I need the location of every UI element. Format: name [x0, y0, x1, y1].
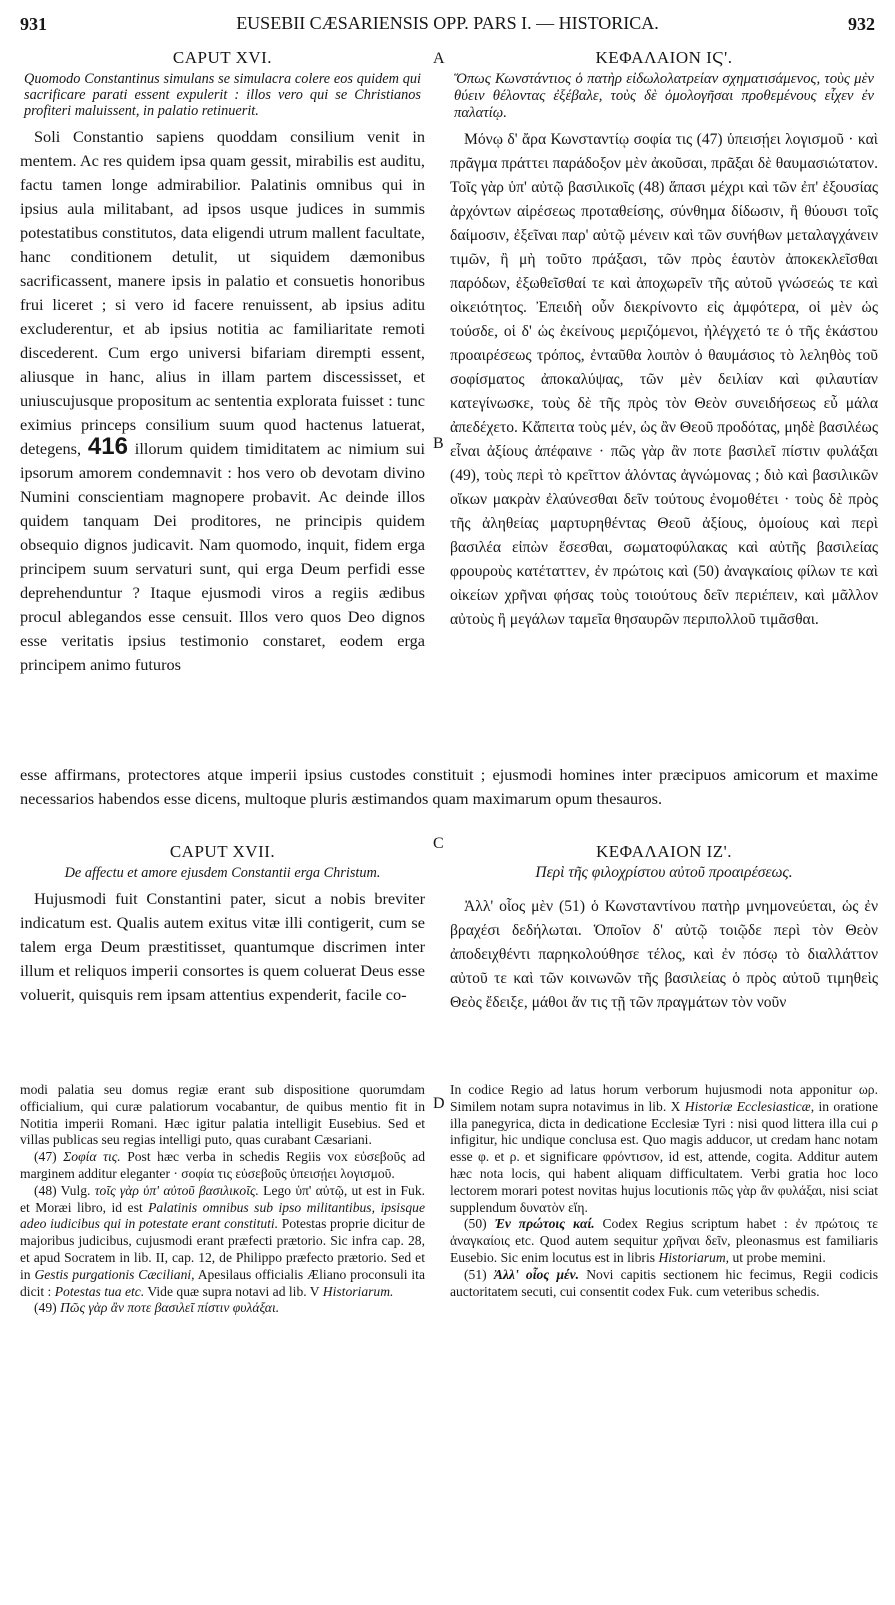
note-47-number: (47) [34, 1149, 57, 1165]
margin-marker-a: A [433, 50, 445, 67]
note-intro-right-b: in oratione illa panegyrica, dicta in dedicatione Ecclesiæ Tyri : nisi quod littera illa cui ρ infigitur, hic undique conclusa est. Quo magis adducor, ut credam hanc notam esse φ. et ρ. et significare φρόντισον, id est, attende, cogita. Additur autem hæc nota locis, qui habent aliquam difficultatem. Verbi gratia hoc loco lectorem morari potest novitas hujus locutionis πῶς γὰρ ἂν φυλάξαι, nisi sciat supplendum δυνατὸν εἴη. [450, 1098, 878, 1215]
note-50-lemma: Ἐν πρώτοις καί. [494, 1216, 595, 1232]
note-48-italic-4: Historiarum. [322, 1283, 394, 1299]
note-intro-left: modi palatia seu domus regiæ erant sub dispositione quorumdam officialium, qui curæ palatiorum vocabantur, de quibus mentio fit in Notitia imperii Romani. Hæc igitur palatia intelligit Eusebius. Sed et villas publicas seu regias intelligi puto, quas curabant Cæsariani. [20, 1082, 425, 1148]
note-48-italic-3: Potestas tua etc. [54, 1283, 145, 1299]
note-50 [450, 1216, 878, 1266]
note-47-text: Post hæc verba in schedis Regiis vox εὐσεβοῦς ad marginem additur eleganter · σοφία τις εὐσεβοῦς ὑπεισῄει λογισμοῦ. [20, 1149, 425, 1181]
footnotes-right [450, 1082, 878, 1587]
note-47 [20, 1149, 425, 1183]
latin-chapter-summary-17: De affectu et amore ejusdem Constantii erga Christum. [64, 865, 381, 881]
note-48-number: (48) [34, 1182, 57, 1198]
note-50-number: (50) [464, 1216, 487, 1232]
note-50-text: Codex Regius scriptum habet : ἐν πρώτοις τε ἀναγκαίοις etc. Quod autem sequitur χρῆναι δεῖν, pleonasmus est familiaris Eusebio. Sic enim locutus est in libris [450, 1216, 878, 1265]
note-48-lemma: τοῖς γὰρ ὑπ' αὐτοῦ βασιλικοῖς. [94, 1182, 259, 1198]
note-48-text-a: Vulg. [60, 1182, 91, 1198]
greek-chapter-summary: Ὅπως Κωνστάντιος ὁ πατὴρ εἰδωλολατρείαν σχηματισάμενος, τοὺς μὲν θύειν θέλοντας ἐξέβαλε, τοὺς δὲ ὁμολογῆσαι προθεμένους εἶχεν ἐν παλατίῳ. [454, 71, 874, 121]
note-51-number: (51) [464, 1266, 487, 1282]
greek-text-17: Ἀλλ' οἷος μὲν (51) ὁ Κωνσταντίνου πατὴρ μνημονεύεται, ὡς ἐν βραχέσι δεδήλωται. Ὁποῖον δ' αὐτῷ τοιῷδε περὶ τὸν Θεὸν ἀποδειχθέντι παρηκολούθησε τέλος, καὶ ἐν πόσῳ τὸ διαλλάττον αὐτοῦ τε καὶ τῶν κοινωνῶν τῆς βασιλείας ὁ πρὸς αὐτοῦ τιμηθεὶς Θεὸς ἔδειξε, μάθοι ἄν τις τῇ τῶν πραγμάτων τὸν νοῦν [450, 898, 878, 1011]
greek-column-cap16 [450, 48, 878, 752]
greek-text-part-b: τε ὁ τῆς ἑκάστου προαιρέσεως τρόπος, ἐνταῦθα λοιπὸν ὁ θαυμάσιος τὸ λεληθὸς τοῦ σοφίσματος ἀποκαλύψας, τῶν μὲν δειλίαν καὶ φιλαυτίαν κατεγίνωσκε, τοὺς δὲ τῆς πρὸς τὸν Θεὸν συνειδήσεως εὖ μάλα ἀπεδέχετο. Κἄπειτα τοὺς μέν, ὡς ἂν Θεοῦ προδότας, μηδὲ βασιλέως εἶναι ἀξίους ἀπέφαινε · πῶς γὰρ ἂν ποτε βασιλεῖ πίστιν φυλάξαι (49), τοὺς περὶ τὸ κρεῖττον ἁλόντας ἀγνώμονας ; διὸ καὶ βασιλικῶν οἴκων μακρὰν ἐλαύνεσθαι δεῖν τούτους ἐνομοθέτει · τοὺς δὲ πρὸς τῆς ἀληθείας μαρτυρηθέντας Θεοῦ ἀξίους, ὁμοίους καὶ περὶ βασιλέα εἰπὼν ἔσεσθαι, σωματοφύλακας καὶ αὐτῆς βασιλείας φρουροὺς κατέταττεν, ἐν πρώτοις καὶ (50) ἀναγκαίοις φίλων τε καὶ οἰκείων χρῆναι φήσας τοὺς τοιούτους δεῖν περιέπειν, καὶ μᾶλλον αὐτοὺς ἢ μεγάλων ταμεῖα θησαυρῶν περιπολλοῦ τιμᾶσθαι. [450, 323, 878, 628]
margin-marker-c: C [433, 835, 444, 852]
latin-paragraph-17 [20, 887, 425, 1007]
note-50-text-b: ut probe memini. [732, 1249, 826, 1265]
edition-page-number: 416 [87, 433, 128, 460]
note-48-text-e: Vide quæ supra notavi ad lib. V [147, 1283, 320, 1299]
greek-chapter-summary-17: Περὶ τῆς φιλοχρίστου αὐτοῦ προαιρέσεως. [535, 864, 793, 881]
margin-marker-d: D [433, 1095, 445, 1112]
latin-text-part-a: Soli Constantio sapiens quoddam consilium venit in mentem. Ac res quidem ipsa quam gessit, mirabilis est auditu, factu tamen longe admirabilior. Palatinis omnibus qui in ipsius aula militabant, ad ipsos usque judices in summis potestatibus constitutos, data eligendi utrum mallent facultate, hanc conditionem detulit, ut siquidem dæmonibus sacrificassent, manere ipsis in palatio et consuetis honoribus frui liceret ; si vero id facere renuissent, ab ipsius aditu excluderentur, et ab ipsius notitia ac familiaritate remoti discederent. Cum ergo universi bifariam dirempti essent, aliusque in hanc, alius in illam partem discessisset, et uniuscujusque propositum ac sententia explorata fuisset : tunc eximius princeps consilium suum quod hactenus latuerat, detegens, [20, 127, 425, 458]
note-48-text-d: Apesilaus officialis Æliano proconsuli ita dicit : [20, 1266, 425, 1299]
note-51-text: Novi capitis sectionem hic fecimus, Regii codicis auctoritatem secuti, cui consentit codex Fuk. cum veteribus schedis. [450, 1266, 878, 1299]
latin-continuation: esse affirmans, protectores atque imperii ipsius custodes constituit ; ejusmodi homines inter præcipuos amicorum et maxime necessarios habendos esse dicens, multoque pluris æstimandos quam maximarum opum thesauros. [20, 765, 878, 808]
note-49 [20, 1300, 425, 1317]
greek-column-cap17 [450, 842, 878, 1074]
latin-chapter-title-17: CAPUT XVII. [169, 842, 276, 861]
running-title: EUSEBII CÆSARIENSIS OPP. PARS I. — HISTORICA. [236, 13, 659, 33]
latin-paragraph [20, 125, 425, 677]
note-48-text-b: Lego ὑπ' αὐτῷ, ut est in Fuk. et Moræi libro, id est [20, 1182, 425, 1215]
note-48-italic: Palatinis omnibus sub ipso militantibus, ipsisque adeo iudicibus qui in potestate erant constituti. [20, 1199, 425, 1232]
latin-column-cap17 [20, 842, 425, 1074]
latin-text-17: Hujusmodi fuit Constantini pater, sicut a nobis breviter indicatum est. Qualis autem exitus vitæ illi contigerit, cum se talem erga Deum præstitisset, quantumque discrimen inter illum et reliquos imperii consortes is quem coluerat Deus esse voluerit, quisquis rem ipsam attentius expenderit, facile co- [20, 889, 425, 1004]
note-intro-right-italic: Historiæ Ecclesiasticæ, [684, 1098, 815, 1114]
page-number-right: 932 [848, 14, 875, 34]
margin-marker-b: B [433, 435, 444, 452]
note-49-lemma: Πῶς γὰρ ἂν ποτε βασιλεῖ πίστιν φυλάξαι. [60, 1300, 280, 1316]
latin-chapter-summary: Quomodo Constantinus simulans se simulacra colere eos quidem qui sacrificare parati essent expulerit : illos vero qui se Christianos profiteri maluissent, in palatio retinuerit. [24, 71, 421, 119]
note-50-italic: Historiarum, [658, 1249, 730, 1265]
note-47-lemma: Σοφία τις. [63, 1149, 121, 1165]
note-51-lemma: Ἀλλ' οἷος μέν. [493, 1266, 580, 1282]
note-51 [450, 1267, 878, 1301]
footnotes-left [20, 1082, 425, 1587]
greek-chapter-title: ΚΕΦΑΛΑΙΟΝ ΙϚ'. [595, 48, 733, 67]
latin-text-part-b: illorum quidem timiditatem ac nimium sui ipsorum amorem condemnavit : hos vero ob devotam divino Numini conscientiam magnopere probavit. Ac deinde illos quidem tanquam Dei proditores, ne principis quidem obsequio dignos judicavit. Nam quomodo, inquit, fidem erga principem suum servaturi sunt, qui erga Deum perfidi esse deprehenduntur ? Itaque ejusmodi viros a regiis ædibus procul ablegandos esse censuit. Illos vero quos Deo dignos esse veritatis ipsius testimonio constaret, eodem erga principem animo futuros [20, 439, 425, 674]
latin-column-cap16 [20, 48, 425, 752]
note-intro-right [450, 1082, 878, 1216]
note-49-number: (49) [34, 1300, 57, 1316]
greek-paragraph [450, 128, 878, 632]
greek-chapter-title-17: ΚΕΦΑΛΑΙΟΝ ΙΖ'. [596, 842, 732, 861]
greek-text-part-a: Μόνῳ δ' ἄρα Κωνσταντίῳ σοφία τις (47) ὑπεισῄει λογισμοῦ · καὶ πρᾶγμα πράττει παράδοξον μὲν ἀκοῦσαι, πρᾶξαι δὲ θαυμασιώτατον. Τοῖς γὰρ ὑπ' αὐτῷ βασιλικοῖς (48) ἅπασι μέχρι καὶ τῶν ἐπ' ἐξουσίας ἀρχόντων αἱρέσεως προταθείσης, σύνθημα δίδωσιν, ἢ θύουσι τοῖς δαίμοσιν, ἐξεῖναι παρ' αὐτῷ μένειν καὶ τῶν συνήθων μεταλαγχάνειν τιμῶν, ἢ μὴ τοῦτο πράξασι, τῶν πρὸς ἑαυτὸν ἀποκεκλεῖσθαι παρόδων, ἐξωθεῖσθαί τε καὶ ἀποχωρεῖν τῆς αὐτοῦ γνώσεώς τε καὶ οἰκειότητος. Ἐπειδὴ οὖν διεκρίνοντο εἰς ἀμφότερα, οἱ μὲν ὡς τούσδε, οἱ δ' ὡς ἐκείνους μεριζόμενοι, ἠλέγχετό [450, 131, 878, 340]
page-number-left: 931 [20, 14, 47, 34]
note-48 [20, 1183, 425, 1301]
latin-chapter-title: CAPUT XVI. [172, 48, 273, 67]
greek-paragraph-17 [450, 895, 878, 1015]
note-48-italic-2: Gestis purgationis Cæciliani, [34, 1266, 195, 1282]
note-48-text-c: Potestas proprie dicitur de majoribus judicibus, cujusmodi erant præfecti prætorio. Sic infra cap. 28, et apud Socratem in lib. II, cap. 12, de Philippo præfecto prætorio. Sed et in [20, 1216, 425, 1282]
note-intro-right-a: In codice Regio ad latus horum verborum hujusmodi nota apponitur ωρ. Similem notam supra notavimus in lib. X [450, 1082, 878, 1114]
